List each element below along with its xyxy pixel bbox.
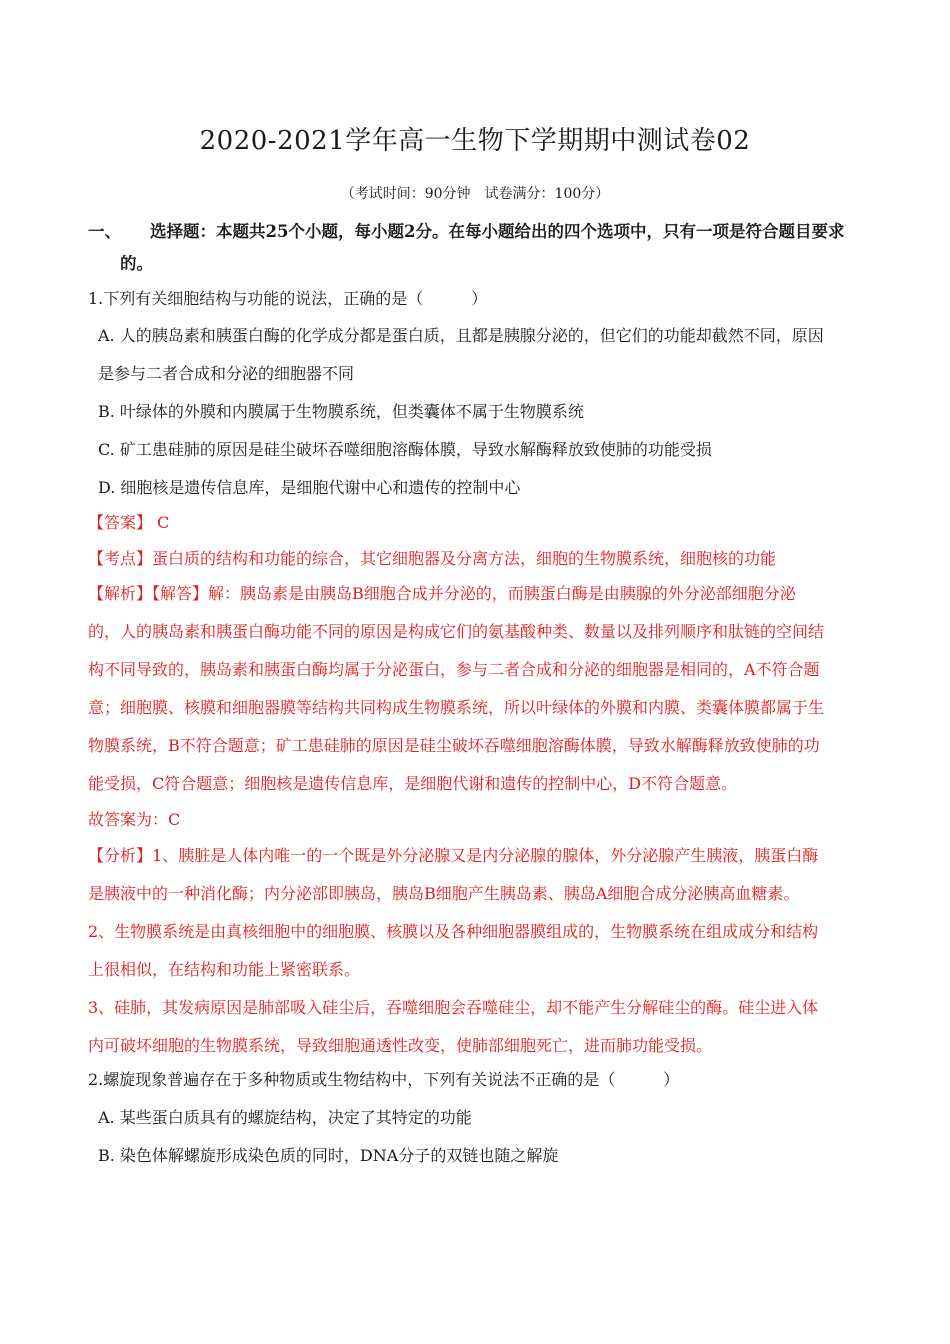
- q1-fenxi-line-5: 3、硅肺，其发病原因是肺部吸入硅尘后，吞噬细胞会吞噬硅尘，却不能产生分解硅尘的酶。硅尘进入体: [88, 998, 819, 1017]
- q2-stem: 2.螺旋现象普遍存在于多种物质或生物结构中，下列有关说法不正确的是（ ）: [88, 1070, 680, 1089]
- q1-fenxi-line-2: 是胰液中的一种消化酶；内分泌部即胰岛，胰岛B细胞产生胰岛素、胰岛A细胞合成分泌胰高血糖素。: [88, 884, 800, 903]
- q2-option-b: B. 染色体解螺旋形成染色质的同时，DNA分子的双链也随之解旋: [98, 1146, 559, 1165]
- q1-knowledge-point: [88, 546, 868, 569]
- fenxi-text: 1、胰脏是人体内唯一的一个既是外分泌腺又是内分泌腺的腺体，外分泌腺产生胰液，胰蛋白酶: [152, 846, 819, 865]
- point-text: 蛋白质的结构和功能的综合，其它细胞器及分离方法，细胞的生物膜系统，细胞核的功能: [152, 549, 777, 568]
- point-tag: 【考点】: [88, 549, 153, 568]
- q1-option-a-line-2: 是参与二者合成和分泌的细胞器不同: [98, 364, 355, 383]
- page-title: 2020-2021学年高一生物下学期期中测试卷02: [199, 126, 751, 156]
- answer-tag: 【答案】: [88, 513, 153, 532]
- q1-analysis-line-3: 构不同导致的，胰岛素和胰蛋白酶均属于分泌蛋白，参与二者合成和分泌的细胞器是相同的，A不符合题: [88, 660, 820, 679]
- analysis-text: 解：胰岛素是由胰岛B细胞合成并分泌的，而胰蛋白酶是由胰腺的外分泌部细胞分泌: [208, 584, 796, 603]
- q1-fenxi-line-3: 2、生物膜系统是由真核细胞中的细胞膜、核膜以及各种细胞器膜组成的，生物膜系统在组成成分和结构: [88, 922, 819, 941]
- q1-fenxi-line-1: [88, 843, 868, 866]
- q1-option-c: C. 矿工患硅肺的原因是硅尘破坏吞噬细胞溶酶体膜，导致水解酶释放致使肺的功能受损: [98, 440, 712, 459]
- q2-option-a: A. 某些蛋白质具有的螺旋结构，决定了其特定的功能: [98, 1108, 472, 1127]
- q1-final-answer: 故答案为：C: [88, 810, 181, 829]
- analysis-tag: 【解析】【解答】: [88, 584, 209, 603]
- q1-answer: [88, 510, 868, 533]
- q1-option-a-line-1: A. 人的胰岛素和胰蛋白酶的化学成分都是蛋白质，且都是胰腺分泌的，但它们的功能却截然不同，原因: [98, 326, 824, 345]
- q1-analysis-line-6: 能受损，C符合题意；细胞核是遗传信息库，是细胞代谢和遗传的控制中心，D不符合题意。: [88, 774, 738, 793]
- section-text-line-1: 选择题：本题共25个小题，每小题2分。在每小题给出的四个选项中，只有一项是符合题目要求: [150, 222, 845, 241]
- section-heading: [88, 216, 878, 280]
- q1-analysis-line-2: 的，人的胰岛素和胰蛋白酶功能不同的原因是构成它们的氨基酸种类、数量以及排列顺序和肽链的空间结: [88, 622, 825, 641]
- section-text-line-2: 的。: [120, 254, 153, 273]
- q1-analysis-line-4: 意；细胞膜、核膜和细胞器膜等结构共同构成生物膜系统，所以叶绿体的外膜和内膜、类囊体膜都属于生: [88, 698, 825, 717]
- q1-option-d: D. 细胞核是遗传信息库，是细胞代谢中心和遗传的控制中心: [98, 478, 521, 497]
- answer-value: C: [152, 513, 170, 532]
- q1-fenxi-line-6: 内可破坏细胞的生物膜系统，导致细胞通透性改变，使肺部细胞死亡，进而肺功能受损。: [88, 1036, 713, 1055]
- q1-analysis-line-5: 物膜系统，B不符合题意；矿工患硅肺的原因是硅尘破坏吞噬细胞溶酶体膜，导致水解酶释放致使肺的功: [88, 736, 820, 755]
- q1-stem: 1.下列有关细胞结构与功能的说法，正确的是（ ）: [88, 289, 488, 308]
- exam-info: （考试时间：90分钟 试卷满分：100分）: [340, 186, 610, 202]
- q1-option-b: B. 叶绿体的外膜和内膜属于生物膜系统，但类囊体不属于生物膜系统: [98, 402, 584, 421]
- q1-fenxi-line-4: 上很相似，在结构和功能上紧密联系。: [88, 960, 361, 979]
- q1-analysis-line-1: [88, 581, 868, 604]
- section-number: 一、: [88, 222, 121, 241]
- fenxi-tag: 【分析】: [88, 846, 153, 865]
